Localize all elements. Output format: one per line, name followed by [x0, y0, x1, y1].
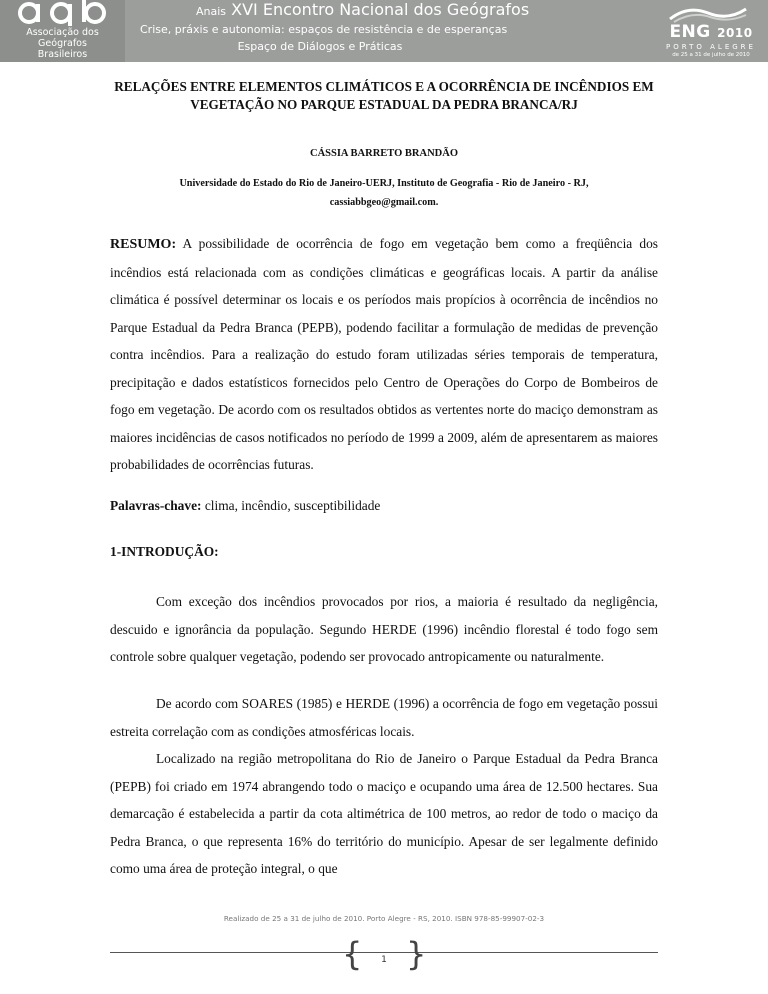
paper-title: RELAÇÕES ENTRE ELEMENTOS CLIMÁTICOS E A OCORRÊNCIA DE INCÊNDIOS EM VEGETAÇÃO NO PARQUE ESTADUAL DA PEDRA BRANCA/RJ — [114, 79, 654, 112]
keywords-text: clima, incêndio, susceptibilidade — [201, 498, 381, 513]
event-subtitle: Crise, práxis e autonomia: espaços de resistência e de esperanças — [140, 23, 508, 36]
right-brace-icon: } — [406, 935, 427, 973]
abstract-label: RESUMO: — [110, 237, 177, 252]
eng-dates: de 25 a 31 de julho de 2010 — [672, 52, 750, 58]
eng-city: PORTO ALEGRE — [666, 43, 756, 51]
org-name-line-1: Associação dos — [26, 27, 99, 38]
org-name-line-2: Geógrafos — [38, 38, 87, 49]
agb-logo-icon — [3, 0, 123, 26]
author-affiliation: Universidade do Estado do Rio de Janeiro-UERJ, Instituto de Geografia - Rio de Janeiro - RJ, — [179, 178, 589, 189]
eng-year: 2010 — [717, 26, 753, 40]
author-email: cassiabbgeo@gmail.com. — [329, 197, 439, 208]
keywords-label: Palavras-chave: — [110, 498, 202, 513]
footer-divider — [110, 952, 658, 953]
eng-label: ENG — [669, 22, 711, 42]
org-name-line-3: Brasileiros — [37, 49, 88, 60]
section-heading: 1-INTRODUÇÃO: — [110, 544, 219, 559]
paper-author: CÁSSIA BARRETO BRANDÃO — [309, 148, 458, 159]
body-paragraph: Localizado na região metropolitana do Rio de Janeiro o Parque Estadual da Pedra Branca (PEPB) foi criado em 1974 abrangendo todo o maciço e ocupando uma área de 12.500 hectares. Sua demarcação é estabelecida a partir da cota altimétrica de 100 metros, ao redor de todo o maciço da Pedra Branca, o que representa 16% do território do município. Apesar de ser legalmente definido como uma área de proteção integral, o que — [110, 751, 658, 876]
agb-logo-block — [0, 0, 125, 62]
keywords — [110, 496, 658, 516]
footer-note: Realizado de 25 a 31 de julho de 2010. Porto Alegre - RS, 2010. ISBN 978-85-99907-02-3 — [223, 914, 545, 923]
eng-wave-icon — [668, 3, 748, 23]
abstract — [110, 230, 658, 479]
event-name: XVI Encontro Nacional dos Geógrafos — [231, 0, 530, 19]
anais-prefix: Anais — [196, 5, 227, 18]
body-paragraph: De acordo com SOARES (1985) e HERDE (1996) a ocorrência de fogo em vegetação possui estreita correlação com as condições atmosféricas locais. — [110, 696, 658, 739]
page-number: 1 — [381, 955, 387, 965]
left-brace-icon: { — [342, 935, 363, 973]
body-paragraph: Com exceção dos incêndios provocados por rios, a maioria é resultado da negligência, descuido e ignorância da população. Segundo HERDE (1996) incêndio florestal é todo fogo sem controle sobre qualquer vegetação, podendo ser provocado antropicamente ou naturalmente. — [110, 594, 658, 664]
eng-wordmark — [656, 22, 766, 42]
abstract-text: A possibilidade de ocorrência de fogo em vegetação bem como a freqüência dos incêndios está relacionada com as condições climáticas e geográficas locais. A partir da análise climática é possível determinar os locais e os períodos mais propícios à ocorrência de incêndios no Parque Estadual da Pedra Branca (PEPB), podendo facilitar a formulação de medidas de prevenção contra incêndios. Para a realização do estudo foram utilizadas séries temporais de temperatura, precipitação e dados estatísticos fornecidos pelo Centro de Operações do Corpo de Bombeiros de fogo em vegetação. De acordo com os resultados obtidos as vertentes norte do maciço demonstram as maiores incidências de casos notificados no período de 1999 a 2009, além de apresentarem as maiores probabilidades de ocorrências futuras. — [110, 236, 658, 472]
eng-logo-block — [648, 0, 768, 62]
conference-banner — [0, 0, 768, 62]
event-subtitle-2: Espaço de Diálogos e Práticas — [237, 40, 403, 53]
event-title — [196, 0, 529, 19]
